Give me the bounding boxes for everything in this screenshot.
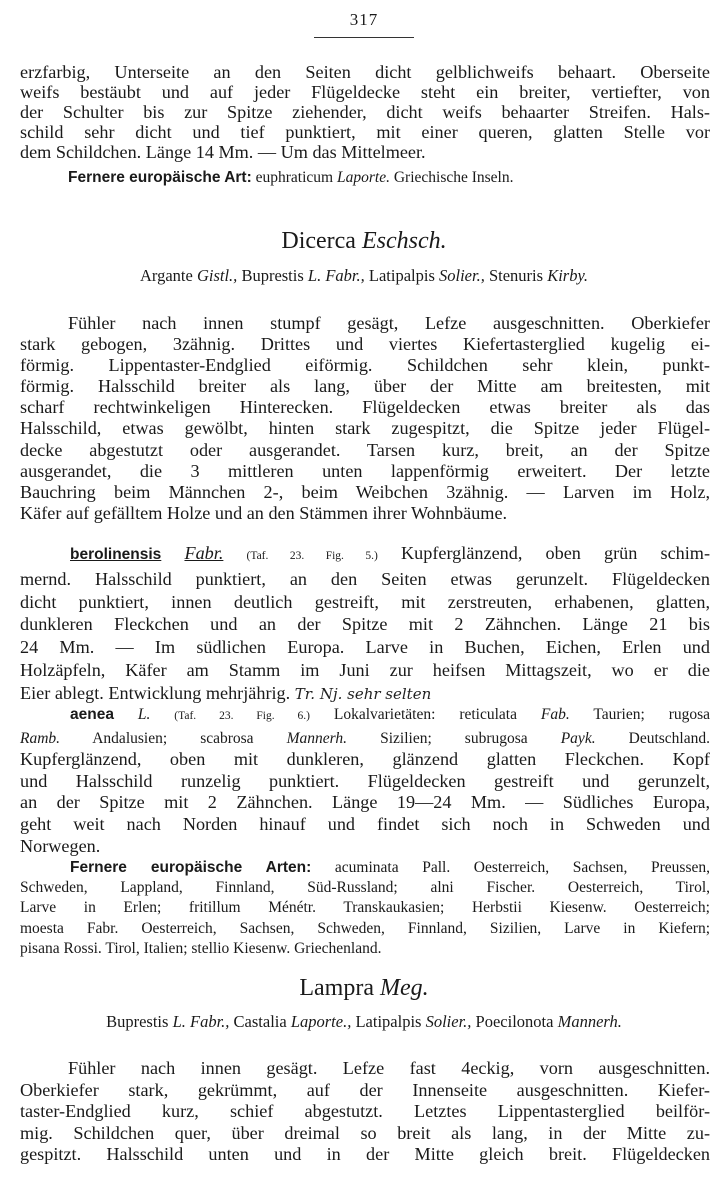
text-line: mernd. Halsschild punktiert, an den Seiten etwas gerunzelt. Flügeldecken: [20, 568, 710, 589]
synonym-name: Buprestis: [237, 266, 308, 285]
synonym-author: Solier.,: [425, 1012, 472, 1031]
text-line: Larve in Erlen; fritillum Ménétr. Transkaukasien; Herbstii Kiesenw. Oesterreich;: [20, 899, 710, 917]
genus-name: Lampra: [299, 975, 380, 1001]
synonym-name: Buprestis: [106, 1012, 173, 1031]
author-name: Mannerh.: [286, 729, 348, 747]
synonym-author: L. Fabr.,: [307, 266, 365, 285]
text-line: [20, 728, 710, 750]
text-line: Halsschild, etwas gewölbt, hinten stark zugespitzt, die Spitze jeder Flügel-: [20, 418, 710, 439]
species-author: Fabr.: [184, 543, 224, 563]
text-line: moesta Fabr. Oesterreich, Sachsen, Schweden, Finnland, Sizilien, Larve in Kiefern;: [20, 919, 710, 937]
text-line: decke abgestutzt oder ausgerandet. Tarsen kurz, breit, an der Spitze: [20, 439, 710, 460]
text-line: gespitzt. Halsschild unten und in der Mitte gleich breit. Flügeldecken: [20, 1144, 710, 1165]
text-line: weifs bestäubt und auf jeder Flügeldecke steht ein breiter, vertiefter, von: [20, 82, 710, 102]
text-line: [20, 682, 710, 706]
text-line: Kupferglänzend, oben mit dunkleren, glänzend glatten Fleckchen. Kopf: [20, 749, 710, 770]
genus-name: Dicerca: [281, 228, 362, 254]
text-segment: Taurien; rugosa: [569, 706, 711, 723]
page-number: 317: [349, 10, 379, 29]
plate-reference: (Taf. 23. Fig. 5.): [246, 550, 378, 562]
synonym-author: Gistl.,: [196, 266, 238, 285]
species-locality: Griechische Inseln.: [389, 169, 514, 186]
synonym-name: Poecilonota: [471, 1012, 558, 1031]
species-author: Fab.: [540, 706, 570, 723]
text-line: Oberkiefer stark, gekrümmt, auf der Innenseite ausgeschnitten. Kiefer-: [20, 1079, 710, 1100]
genus-description: [20, 313, 710, 524]
genus-author: Eschsch.: [361, 228, 447, 254]
genus-heading-lampra: [0, 975, 728, 1002]
text-line: erzfarbig, Unterseite an den Seiten dicht gelblichweifs behaart. Oberseite: [20, 62, 710, 82]
text-segment: Sizilien; subrugosa: [347, 729, 561, 747]
text-line: pisana Rossi. Tirol, Italien; stellio Kiesenw. Griechenland.: [20, 939, 382, 957]
intro-paragraph: [20, 62, 710, 188]
text-line: förmig. Lippentaster-Endglied eiförmig. Schildchen sehr klein, punkt-: [20, 355, 710, 376]
text-line: dicht punktiert, innen deutlich gestreift, mit zerstreuten, erhabenen, glatten,: [20, 591, 710, 612]
further-species-label: Fernere europäische Art:: [68, 169, 252, 186]
synonym-name: Castalia: [229, 1012, 291, 1031]
text-segment: Deutschland.: [595, 729, 710, 747]
text-line: förmig. Halsschild breiter als lang, über der Mitte am breitesten, mit: [20, 376, 710, 397]
further-species-list: [20, 858, 710, 959]
text-line: dunkleren Fleckchen und an der Spitze mit 2 Zähnchen. Länge 21 bis: [20, 614, 710, 635]
synonym-author: Solier.,: [439, 266, 485, 285]
text-line: Holzäpfeln, Käfer am Stamm im Juni zur heifsen Mittagszeit, wo er die: [20, 659, 710, 680]
species-first-line: [20, 542, 710, 568]
text-line: 24 Mm. — Im südlichen Europa. Larve in Buchen, Eichen, Erlen und: [20, 637, 710, 658]
genus-description: [20, 1058, 710, 1166]
text-line: Fühler nach innen stumpf gesägt, Lefze ausgeschnitten. Oberkiefer: [68, 313, 710, 333]
text-line: taster-Endglied kurz, schief abgestutzt. Letztes Lippentasterglied beilför-: [20, 1101, 710, 1122]
text-line: Norwegen.: [20, 835, 101, 856]
text-line: scharf rechtwinkeligen Hinterecken. Flügeldecken etwas breiter als das: [20, 397, 710, 418]
text-line: stark gebogen, 3zähnig. Drittes und viertes Kiefertasterglied kugelig ei-: [20, 334, 710, 355]
text-line: Käfer auf gefälltem Holze und an den Stämmen ihrer Wohnbäume.: [20, 502, 508, 523]
synonym-author: Kirby.: [547, 266, 588, 285]
species-name: euphraticum: [251, 169, 337, 186]
text-line: dem Schildchen. Länge 14 Mm. — Um das Mittelmeer.: [20, 142, 426, 162]
text-segment: Kupferglänzend, oben grün schim-: [377, 543, 711, 563]
text-line: schild sehr dicht und tief punktiert, mit einer queren, glatten Stelle vor: [20, 122, 710, 142]
further-species-line: [20, 168, 710, 188]
species-aenea: [20, 704, 710, 857]
species-first-line: [20, 704, 710, 728]
text-line: mig. Schildchen quer, über dreimal so breit als lang, in der Mitte zu-: [20, 1122, 710, 1143]
species-name: berolinensis: [70, 546, 162, 563]
author-name: Ramb.: [20, 729, 61, 747]
synonym-name: Latipalpis: [351, 1012, 426, 1031]
text-segment: Lokalvarietäten: reticulata: [309, 706, 541, 723]
species-author: L.: [137, 706, 151, 723]
species-berolinensis: [20, 542, 710, 706]
header-rule: [314, 37, 414, 38]
handwritten-annotation: Tr. Nj. sehr selten: [294, 684, 432, 703]
synonym-name: Argante: [140, 266, 197, 285]
species-author: Laporte.: [337, 169, 390, 186]
synonym-author: Laporte.,: [290, 1012, 352, 1031]
text-line: Bauchring beim Männchen 2-, beim Weibchen 3zähnig. — Larven im Holz,: [20, 481, 710, 502]
text-line: [20, 858, 710, 878]
genus-synonyms: [0, 266, 728, 286]
species-name: aenea: [70, 706, 114, 723]
genus-synonyms: [0, 1012, 728, 1032]
text-segment: Andalusien; scabrosa: [60, 729, 287, 747]
synonym-author: L. Fabr.,: [172, 1012, 230, 1031]
text-line: ausgerandet, die 3 mittleren unten lappenförmig erweitert. Der letzte: [20, 460, 710, 481]
further-species-label: Fernere europäische Arten:: [70, 859, 312, 876]
text-segment: acuminata Pall. Oesterreich, Sachsen, Preussen,: [311, 859, 710, 876]
genus-author: Meg.: [379, 975, 429, 1001]
text-line: an der Spitze mit 2 Zähnchen. Länge 19—24 Mm. — Südliches Europa,: [20, 792, 710, 813]
genus-heading-dicerca: [0, 228, 728, 255]
plate-reference: (Taf. 23. Fig. 6.): [174, 710, 310, 722]
synonym-name: Latipalpis: [364, 266, 439, 285]
text-line: der Schulter bis zur Spitze ziehender, dicht weifs behaarter Streifen. Hals-: [20, 102, 710, 122]
author-name: Payk.: [560, 729, 596, 747]
text-segment: Eier ablegt. Entwicklung mehrjährig.: [20, 682, 291, 703]
synonym-name: Stenuris: [484, 266, 548, 285]
synonym-author: Mannerh.: [557, 1012, 622, 1031]
text-line: geht weit nach Norden hinauf und findet sich noch in Schweden und: [20, 813, 710, 834]
text-line: Fühler nach innen gesägt. Lefze fast 4eckig, vorn ausgeschnitten.: [68, 1058, 710, 1078]
text-line: und Halsschild runzelig punktiert. Flügeldecken gestreift und gerunzelt,: [20, 770, 710, 791]
text-line: Schweden, Lappland, Finnland, Süd-Russland; alni Fischer. Oesterreich, Tirol,: [20, 879, 710, 897]
